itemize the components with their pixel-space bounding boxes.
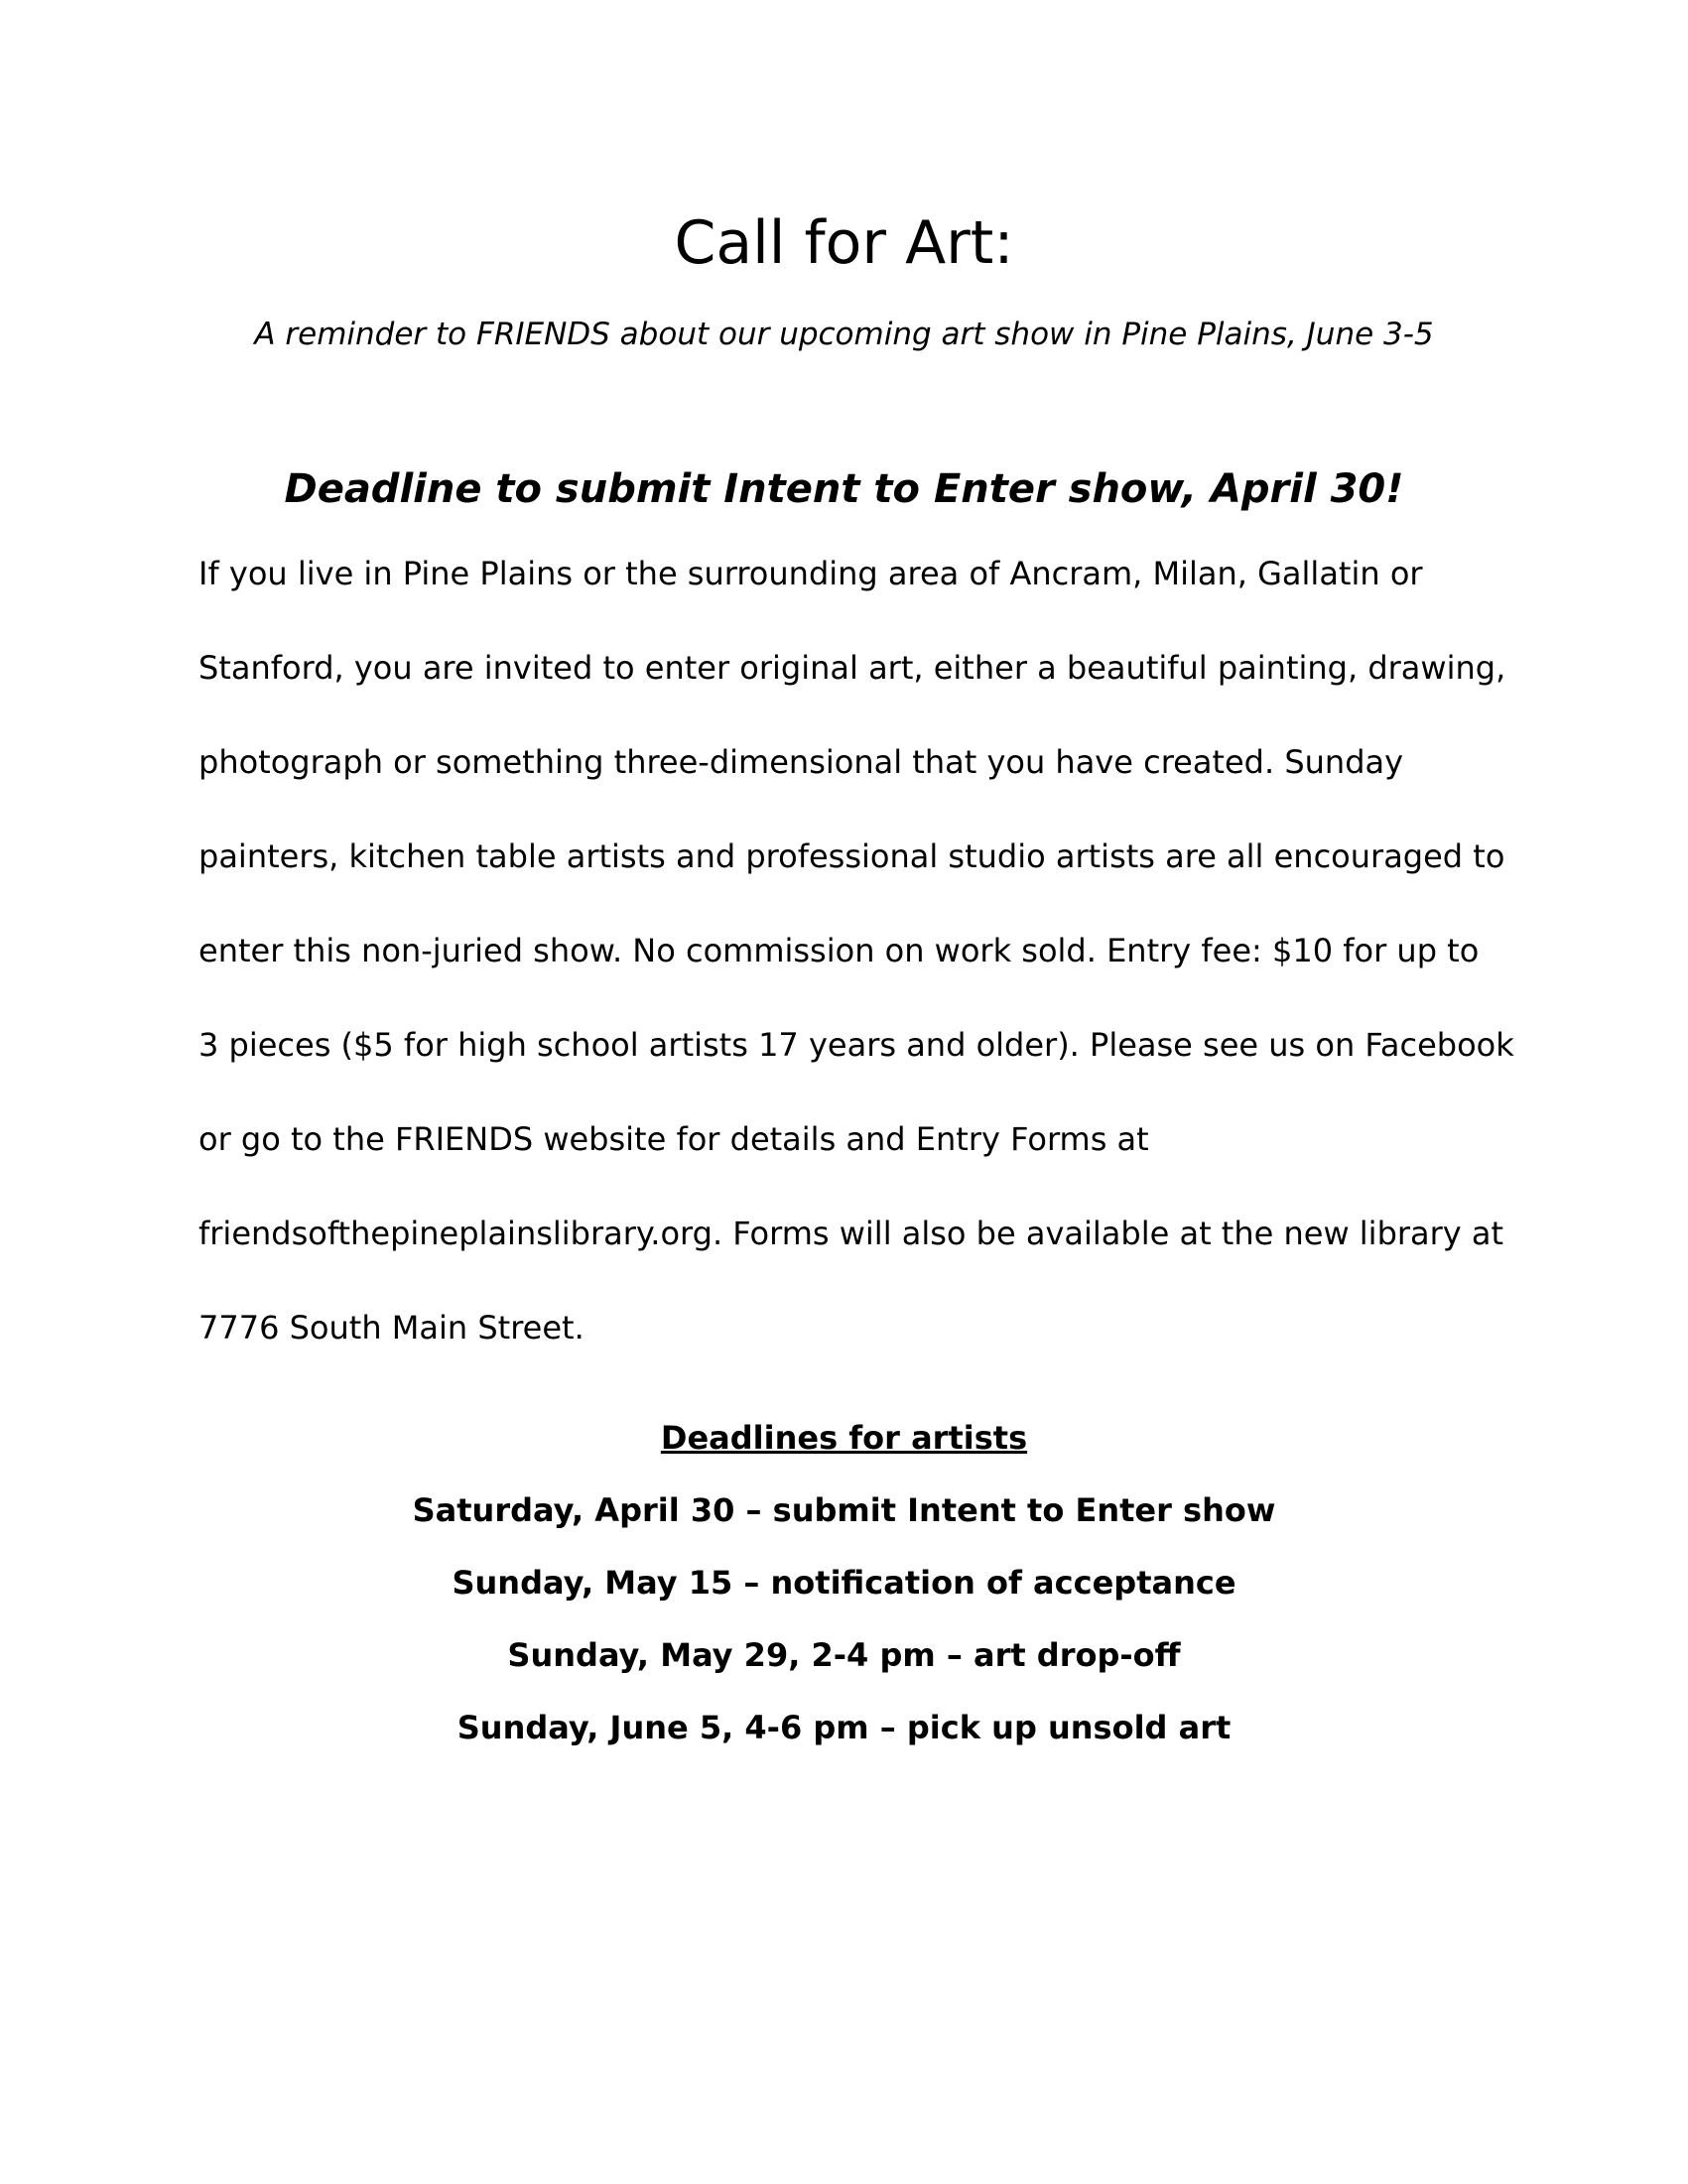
deadline-item: Saturday, April 30 – submit Intent to Enter show [412,1491,1276,1529]
body-line: friendsofthepineplainslibrary.org. Forms will also be available at the new library at [198,1215,1504,1252]
deadline-headline: Deadline to submit Intent to Enter show, April 30! [284,466,1404,512]
deadline-item: Sunday, May 15 – notification of acceptance [452,1564,1236,1602]
body-line: 3 pieces ($5 for high school artists 17 years and older). Please see us on Facebook [198,1026,1514,1064]
body-line: painters, kitchen table artists and professional studio artists are all encouraged to [198,837,1505,875]
deadline-item: Sunday, June 5, 4-6 pm – pick up unsold art [456,1709,1232,1746]
page-subtitle: A reminder to FRIENDS about our upcoming art show in Pine Plains, June 3-5 [254,317,1434,352]
body-line: If you live in Pine Plains or the surrounding area of Ancram, Milan, Gallatin or [198,555,1423,592]
deadlines-heading: Deadlines for artists [660,1419,1028,1457]
body-line: photograph or something three-dimensional that you have created. Sunday [198,743,1404,781]
page-title: Call for Art: [674,208,1014,278]
body-line: Stanford, you are invited to enter original art, either a beautiful painting, drawing, [198,649,1506,687]
deadline-item: Sunday, May 29, 2-4 pm – art drop-off [507,1636,1181,1674]
body-line: 7776 South Main Street. [198,1309,584,1347]
body-line: or go to the FRIENDS website for details and Entry Forms at [198,1120,1149,1158]
body-paragraph [198,544,1514,1392]
body-line: enter this non-juried show. No commission on work sold. Entry fee: $10 for up to [198,932,1480,969]
deadlines-list [0,1485,1688,1775]
